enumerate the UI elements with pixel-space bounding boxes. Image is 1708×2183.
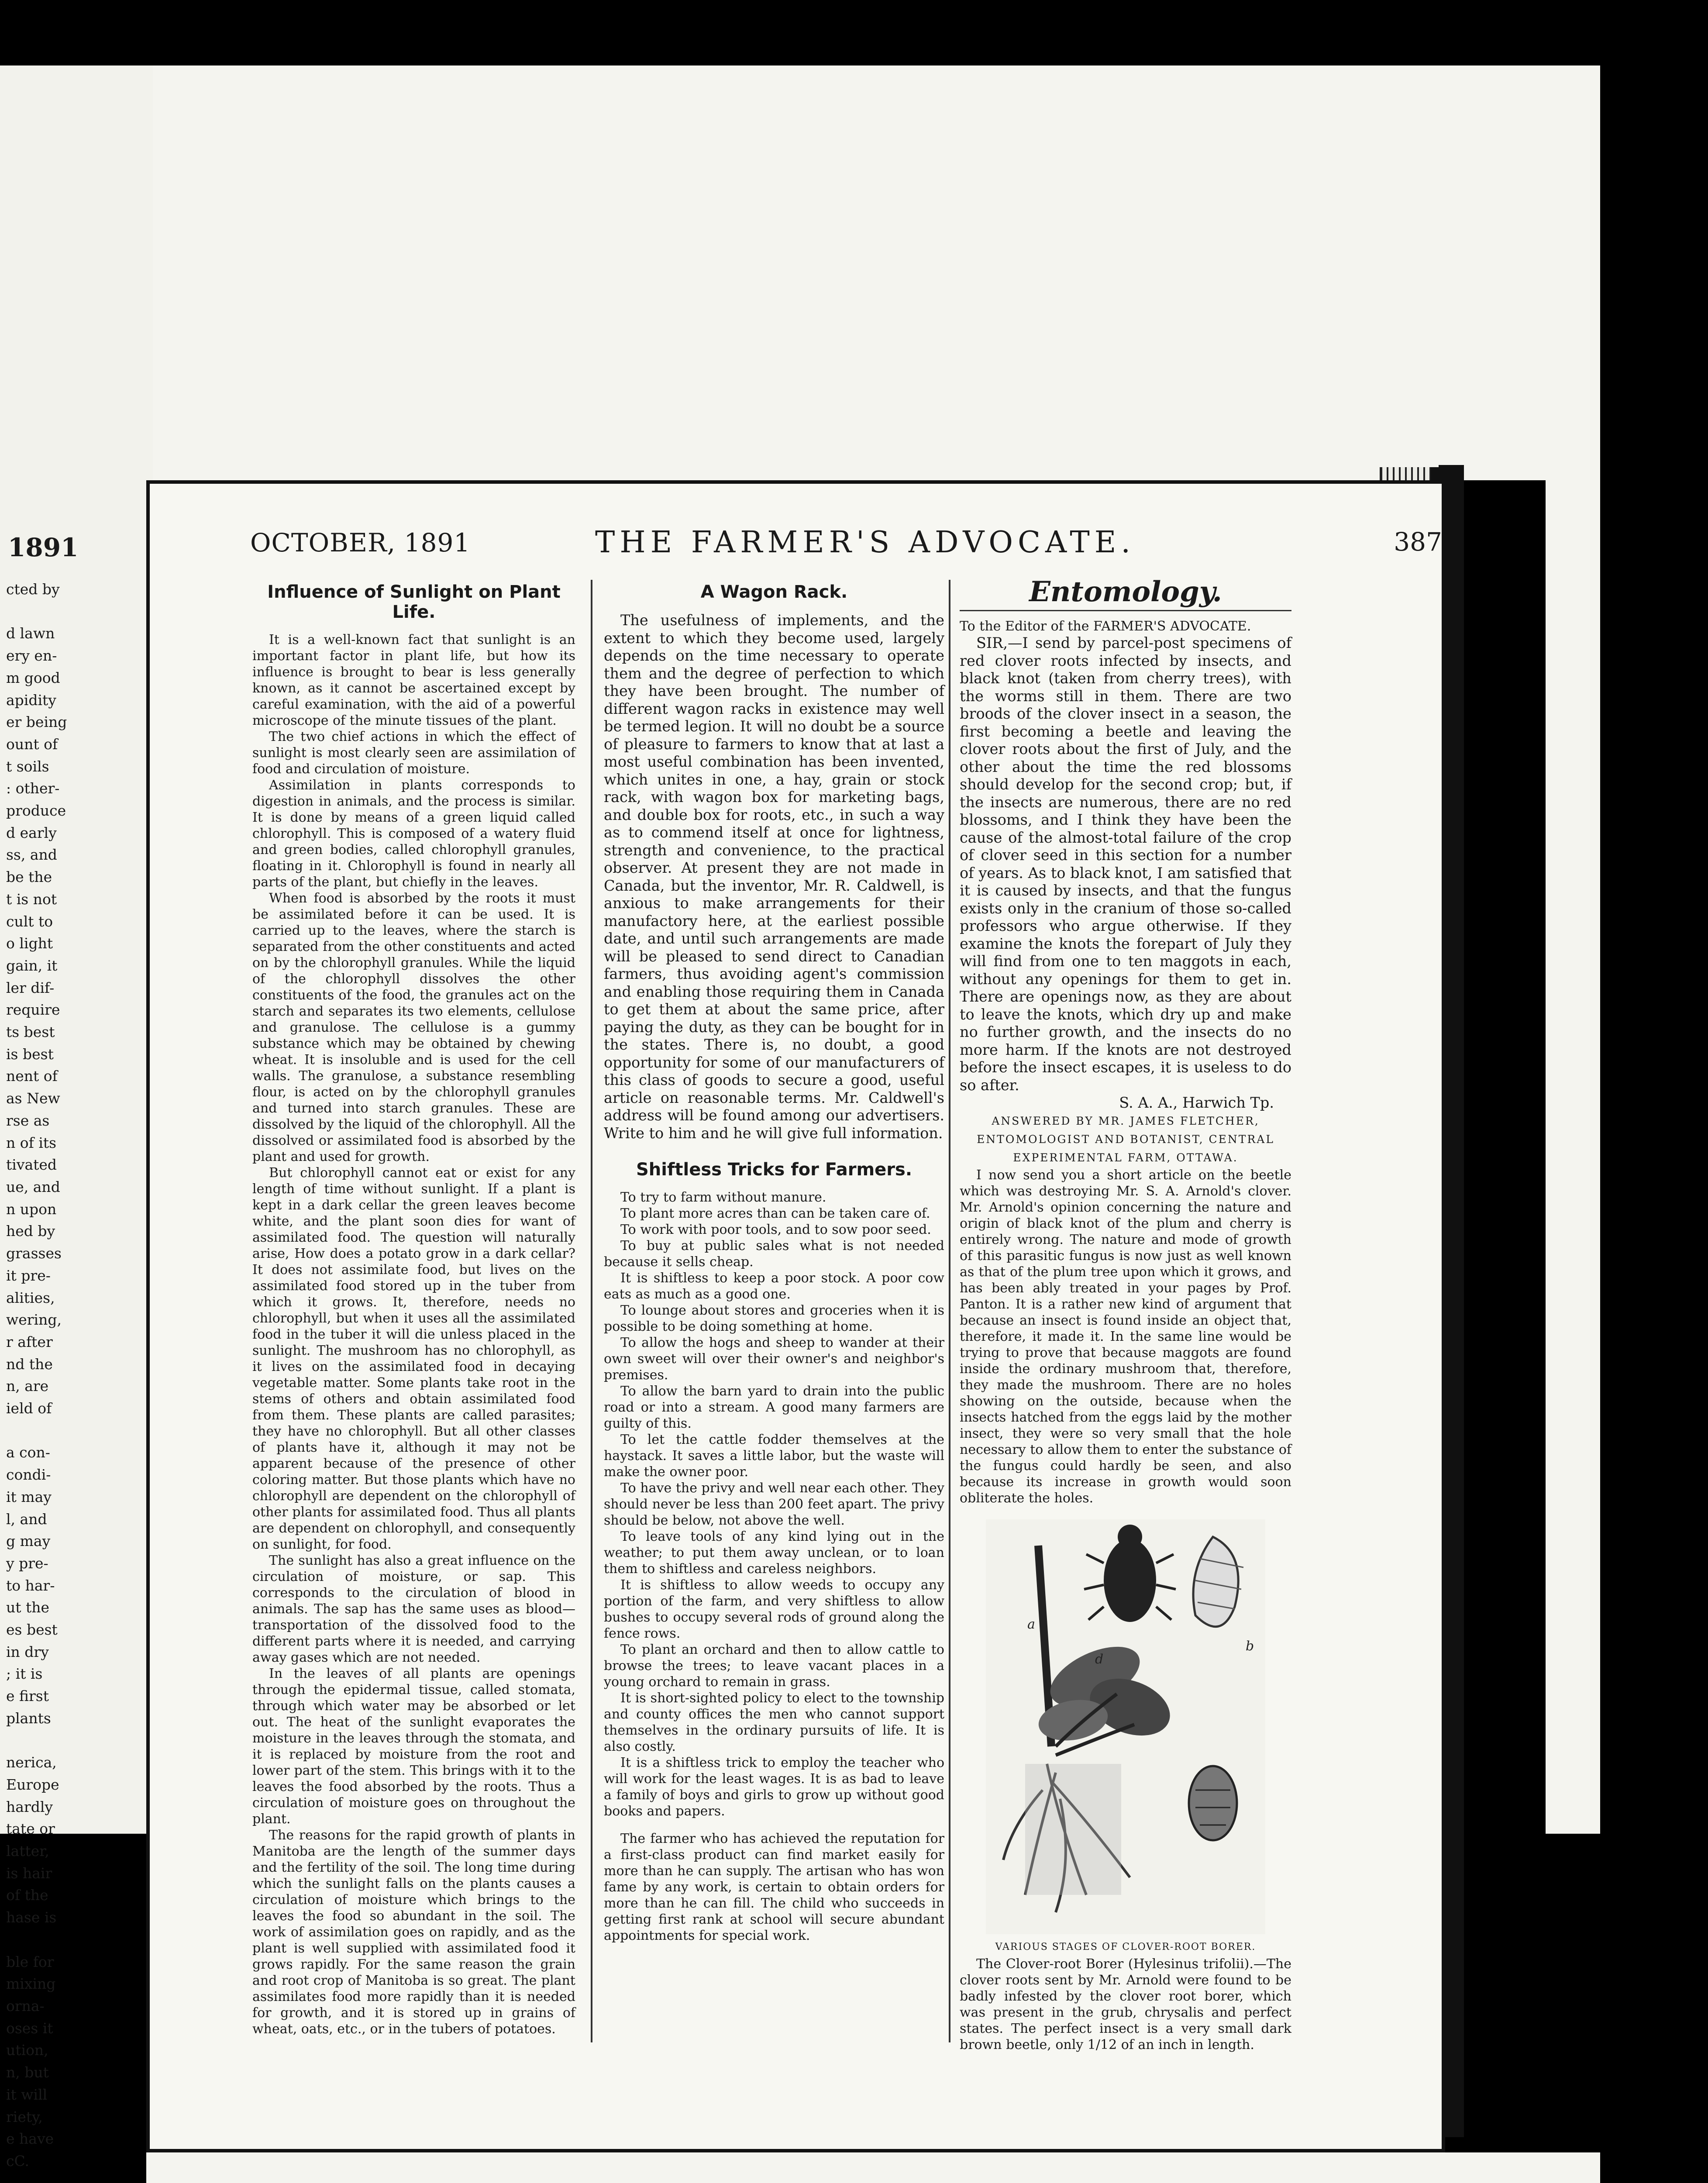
paragraph: To plant more acres than can be taken care of. xyxy=(620,1206,930,1221)
column-2 xyxy=(604,582,944,1944)
previous-page-line: orna- xyxy=(6,1997,45,2014)
letter-salutation: To the Editor of the FARMER'S ADVOCATE. xyxy=(960,619,1251,634)
column-rule xyxy=(591,580,592,2042)
previous-page-line: n of its xyxy=(6,1134,57,1151)
paragraph: It is shiftless to keep a poor stock. A poor cow eats as much as a good one. xyxy=(604,1271,944,1302)
previous-page-line: ue, and xyxy=(6,1178,60,1195)
previous-page-line: t soils xyxy=(6,758,49,775)
paragraph: To try to farm without manure. xyxy=(620,1190,826,1205)
column-1 xyxy=(252,582,575,2037)
letter-signature: S. A. A., Harwich Tp. xyxy=(1119,1094,1274,1111)
previous-page-line: : other- xyxy=(6,780,60,797)
paragraph: To plant an orchard and then to allow cattle to browse the trees; to leave vacant places in a young orchard to remain in grass. xyxy=(604,1642,944,1690)
previous-page-line: as New xyxy=(6,1090,60,1107)
section-title-entomology: Entomology. xyxy=(1029,575,1222,608)
previous-page-line: n, are xyxy=(6,1377,49,1395)
previous-page-line: o light xyxy=(6,935,53,952)
previous-page-line: apidity xyxy=(6,691,56,709)
paragraph: But chlorophyll cannot eat or exist for any length of time without sunlight. If a plant is kept in a dark cellar the green leaves become white, and the plant soon dies for want of assimilated food. The question will naturally arise, How does a potato grow in a dark cellar? It does not assimilate food, but lives on the assimilated food stored up in the tuber from which it grows. It, therefore, needs no chlorophyll, but when it uses all the assimilated food in the tuber it will die unless placed in the sunlight. The mushroom has no chlorophyll, as it lives on the assimilated food in decaying vegetable matter. Some plants take root in the stems of others and obtain assimilated food from them. These plants are called parasites; they have no chlorophyll. But all other classes of plants have it, although it may not be apparent because of the presence of other coloring matter. But those plants which have no chlorophyll are dependent on the chlorophyll of other plants for assimilated food. Thus all plants are dependent on chlorophyll, and consequently on sunlight, for food. xyxy=(252,1165,575,1552)
paragraph: It is shiftless to allow weeds to occupy any portion of the farm, and very shiftless to allow bushes to occupy several rods of ground along the fence rows. xyxy=(604,1577,944,1641)
paragraph: To lounge about stores and groceries when it is possible to be doing something at home. xyxy=(604,1303,944,1334)
previous-page-line: d lawn xyxy=(6,625,55,642)
previous-page-line: in dry xyxy=(6,1643,49,1660)
paragraph: When food is absorbed by the roots it must be assimilated before it can be used. It is carried up to the leaves, where the starch is separated from the other constituents and acted on by the chlorophyll granules. While the liquid of the chlorophyll dissolves the other constituents of the food, the granules act on the starch and separates its two elements, cellulose and granulose. The cellulose is a gummy substance which may be obtained by chewing wheat. It is insoluble and is used for the cell walls. The granulose, a substance resembling flour, is acted on by the chlorophyll granules and turned into starch granules. These are dissolved by the liquid of the chlorophyll. All the dissolved or assimilated food is absorbed by the plant and used for growth. xyxy=(252,891,575,1164)
previous-page-line: ution, xyxy=(6,2042,48,2059)
clover-root-borer-illustration xyxy=(986,1519,1265,1934)
column-rule xyxy=(949,580,950,2042)
previous-page-line: tate or xyxy=(6,1820,55,1838)
previous-page-line: ield of xyxy=(6,1400,52,1417)
paragraph: To buy at public sales what is not needed because it sells cheap. xyxy=(604,1238,944,1270)
previous-page-line xyxy=(0,1929,67,1951)
previous-page-line: grasses xyxy=(6,1245,62,1262)
previous-page-line: d early xyxy=(6,824,57,841)
paragraph: The sunlight has also a great influence on the circulation of moisture, or sap. This corresponds to the circulation of blood in animals. The sap has the same uses as blood—transportation of the dissolved food to the different parts where it is needed, and carrying away gases which are not needed. xyxy=(252,1553,575,1665)
previous-page-line xyxy=(0,1730,67,1752)
previous-page-line: n, but xyxy=(6,2064,49,2081)
paragraph: To allow the barn yard to drain into the public road or into a stream. A good many farmers are guilty of this. xyxy=(604,1384,944,1431)
previous-page-line: hase is xyxy=(6,1909,57,1926)
previous-page-line: t is not xyxy=(6,890,57,908)
previous-page-line xyxy=(0,1420,67,1442)
article-title-shiftless-tricks: Shiftless Tricks for Farmers. xyxy=(636,1160,913,1180)
page-number: 387 xyxy=(1394,527,1442,557)
previous-page-line: hardly xyxy=(6,1798,53,1815)
previous-page-line: it may xyxy=(6,1488,52,1505)
previous-page-line: require xyxy=(6,1001,60,1019)
previous-page-fragment xyxy=(0,65,153,2169)
previous-page-line: es best xyxy=(6,1621,58,1639)
paragraph: It is a well-known fact that sunlight is an important factor in plant life, but how its influence is brought to bear is less generally known, as it cannot be ascertained except by careful examination, with the aid of a powerful microscope of the minute tissues of the plant. xyxy=(252,632,575,728)
previous-page-line: e first xyxy=(6,1687,49,1705)
paragraph: The two chief actions in which the effect of sunlight is most clearly seen are assimilation of food and circulation of moisture. xyxy=(252,729,575,777)
answered-by: ANSWERED BY MR. JAMES FLETCHER, ENTOMOLOGIST AND BOTANIST, CENTRAL EXPERIMENTAL FARM, OTTAWA. xyxy=(977,1114,1274,1164)
previous-page-line: is hair xyxy=(6,1864,52,1882)
previous-page-line: of the xyxy=(6,1887,48,1904)
previous-page-line: to har- xyxy=(6,1577,55,1594)
paragraph: The farmer who has achieved the reputation for a first-class product can find market easily for more than he can supply. The artisan who has won fame by any work, is certain to obtain orders for more than he can fill. The child who succeeds in getting first rank at school will secure abundant appointments for special work. xyxy=(604,1831,944,1943)
previous-page-line: cted by xyxy=(6,581,60,598)
previous-page-line: condi- xyxy=(6,1466,51,1484)
previous-page-line: e have xyxy=(6,2130,54,2148)
previous-page-line: gain, it xyxy=(6,957,58,974)
previous-page-line: be the xyxy=(6,868,52,886)
previous-page-line: ts best xyxy=(6,1023,55,1041)
previous-page-line: is best xyxy=(6,1045,54,1063)
previous-page-line: tivated xyxy=(6,1156,57,1174)
previous-page-line: Europe xyxy=(6,1776,59,1793)
letter-body: SIR,—I send by parcel-post specimens of red clover roots infected by insects, and black knot (taken from cherry trees), with the worms still in them. There are two broods of the clover insect in a season, the first becoming a beetle and leaving the clover roots about the first of July, and the other about the time the red blossoms should develop for the second crop; but, if the insects are numerous, there are no red blossoms, and I think they have been the cause of the almost-total failure of the crop of clover seed in this section for a number of years. As to black knot, I am satisfied that it is caused by insects, and that the fungus exists only in the cranium of those so-called professors who argue otherwise. If they examine the knots the forepart of July they will find from one to ten maggots in each, without any openings for them to get in. There are openings now, as they are about to leave the knots, which dry up and make no further growth, and the insects do no more harm. If the knots are not destroyed before the insect escapes, it is useless to do so after. xyxy=(960,634,1291,1094)
previous-page-line: it pre- xyxy=(6,1267,51,1284)
previous-page-line: g may xyxy=(6,1532,51,1550)
paragraph: It is a shiftless trick to employ the teacher who will work for the least wages. It is as bad to leave a family of boys and girls to grow up without good books and papers. xyxy=(604,1755,944,1819)
figure-label-b: b xyxy=(1246,1638,1254,1654)
article-title-sunlight: Influence of Sunlight on Plant Life. xyxy=(267,582,561,622)
previous-page-line: ; it is xyxy=(6,1665,43,1683)
running-head xyxy=(250,525,1442,560)
previous-page-line: plants xyxy=(6,1709,51,1727)
divider xyxy=(960,610,1291,611)
previous-page-line: nd the xyxy=(6,1355,53,1373)
article-title-wagon-rack: A Wagon Rack. xyxy=(700,582,848,602)
previous-page-line: nent of xyxy=(6,1067,58,1085)
paragraph: To leave tools of any kind lying out in the weather; to put them away unclean, or to loan them to shiftless and careless neighbors. xyxy=(604,1529,944,1577)
previous-page-line: wering, xyxy=(6,1311,62,1329)
scan-background-bottom xyxy=(146,2152,1600,2183)
previous-page-line xyxy=(0,2173,67,2183)
previous-page-line xyxy=(0,601,67,623)
previous-page-line: cC. xyxy=(6,2152,30,2169)
reply-body: I now send you a short article on the beetle which was destroying Mr. S. A. Arnold's clover. Mr. Arnold's opinion concerning the nature and origin of black knot of the plum and cherry is entirely wrong. The nature and mode of growth of this parasitic fungus is now just as well known as that of the plum tree upon which it grows, and has been ably treated in your pages by Prof. Panton. It is a rather new kind of argument that because an insect is found inside an object that, therefore, it made it. In the same line would be trying to prove that because maggots are found inside the ordinary mushroom that, therefore, they made the mushroom. There are no holes showing on the outside, because when the insects hatched from the eggs laid by the mother insect, they were so very small that the hole necessary to allow them to enter the substance of the fungus could hardly be seen, and also because its increase in growth would soon obliterate the holes. xyxy=(960,1167,1291,1506)
previous-page-line: rse as xyxy=(6,1112,50,1129)
previous-page-line: hed by xyxy=(6,1222,55,1240)
previous-page-line: ss, and xyxy=(6,846,57,864)
paragraph: The reasons for the rapid growth of plants in Manitoba are the length of the summer days and the fertility of the soil. The long time during which the sunlight falls on the plants causes a circulation of moisture which brings to the leaves the food so abundant in the soil. The work of assimilation goes on rapidly, and as the plant is well supplied with assimilated food it grows rapidly. For the same reason the grain and root crop of Manitoba is so great. The plant assimilates food more rapidly than it is needed for growth, and it is stored up in grains of wheat, oats, etc., or in the tubers of potatoes. xyxy=(252,1828,575,2037)
publication-title: THE FARMER'S ADVOCATE. xyxy=(595,525,1135,560)
figure-label-d: d xyxy=(1095,1651,1104,1667)
newspaper-page xyxy=(146,480,1445,2152)
paragraph: To work with poor tools, and to sow poor seed. xyxy=(620,1222,931,1237)
figure-caption: VARIOUS STAGES OF CLOVER-ROOT BORER. xyxy=(995,1941,1256,1952)
previous-page-line: ount of xyxy=(6,735,58,753)
previous-page-line: a con- xyxy=(6,1444,50,1461)
previous-page-line: y pre- xyxy=(6,1554,48,1572)
previous-page-line: m good xyxy=(6,669,60,686)
paragraph: In the leaves of all plants are openings through the epidermal tissue, called stomata, through which water may be absorbed or let out. The heat of the sunlight evaporates the moisture in the leaves through the stomata, and it is replaced by moisture from the root and lower part of the stem. This brings with it to the leaves the food absorbed by the roots. Thus a circulation of moisture goes on throughout the plant. xyxy=(252,1666,575,1827)
previous-page-line: mixing xyxy=(6,1975,56,1993)
previous-page-line: it will xyxy=(6,2086,48,2103)
previous-page-line: l, and xyxy=(6,1510,47,1528)
previous-page-line: produce xyxy=(6,802,66,819)
previous-page-line: r after xyxy=(6,1333,53,1350)
paragraph: To let the cattle fodder themselves at the haystack. It saves a little labor, but the waste will make the owner poor. xyxy=(604,1432,944,1480)
previous-page-line: oses it xyxy=(6,2019,53,2037)
issue-date: OCTOBER, 1891 xyxy=(250,528,471,558)
figure-label-a: a xyxy=(1027,1616,1035,1632)
previous-page-line: nerica, xyxy=(6,1754,57,1771)
previous-page-line: ut the xyxy=(6,1599,50,1616)
scan-background-right xyxy=(1546,65,1600,1834)
scan-background-top xyxy=(153,65,1546,480)
previous-page-line: alities, xyxy=(6,1289,55,1306)
previous-page-line: n upon xyxy=(6,1200,57,1218)
previous-page-line: ler dif- xyxy=(6,979,55,996)
column-3 xyxy=(960,575,1291,2053)
paragraph: To allow the hogs and sheep to wander at their own sweet will over their owner's and neighbor's premises. xyxy=(604,1335,944,1383)
previous-page-line: latter, xyxy=(6,1842,49,1860)
paragraph: It is short-sighted policy to elect to the township and county offices the men who cannot support themselves in the ordinary pursuits of life. It is also costly. xyxy=(604,1691,944,1754)
previous-page-line: cult to xyxy=(6,912,53,930)
previous-page-line: riety, xyxy=(6,2108,43,2125)
paragraph: To have the privy and well near each other. They should never be less than 200 feet apart. The privy should be below, not above the well. xyxy=(604,1481,944,1528)
closing-paragraph: The Clover-root Borer (Hylesinus trifolii).—The clover roots sent by Mr. Arnold were found to be badly infested by the clover root borer, which was present in the grub, chrysalis and perfect states. The perfect insect is a very small dark brown beetle, only 1/12 of an inch in length. xyxy=(960,1956,1291,2052)
previous-page-line: ery en- xyxy=(6,647,57,665)
paragraph: The usefulness of implements, and the extent to which they become used, largely depends on the time necessary to operate them and the degree of perfection to which they have been brought. The number of different wagon racks in existence may well be termed legion. It will no doubt be a source of pleasure to farmers to know that at last a most useful combination has been invented, which unites in one, a hay, grain or stock rack, with wagon box for marketing bags, and double box for roots, etc., in such a way as to commend itself at once for lightness, strength and convenience, to the practical observer. At present they are not made in Canada, but the inventor, Mr. R. Caldwell, is anxious to make arrangements for their manufactory here, at the earliest possible date, and until such arrangements are made will be pleased to send direct to Canadian farmers, thus avoiding agent's commission and enabling those requiring them in Canada to get them at about the same price, after paying the duty, as they can be bought for in the states. There is, no doubt, a good opportunity for some of our manufacturers of this class of goods to secure a good, useful article on reasonable terms. Mr. Caldwell's address will be found among our advertisers. Write to him and he will give full information. xyxy=(604,612,944,1142)
previous-page-header: 1891 xyxy=(8,533,79,562)
paragraph: Assimilation in plants corresponds to digestion in animals, and the process is similar. It is done by means of a green liquid called chlorophyll. This is composed of a watery fluid and green bodies, called chlorophyll granules, floating in it. Chlorophyll is found in nearly all parts of the plant, but chiefly in the leaves. xyxy=(252,778,575,890)
previous-page-text xyxy=(0,578,67,2183)
previous-page-line: er being xyxy=(6,713,67,731)
clover-root-borer-engraving xyxy=(986,1519,1265,1934)
previous-page-line: ble for xyxy=(6,1953,54,1970)
